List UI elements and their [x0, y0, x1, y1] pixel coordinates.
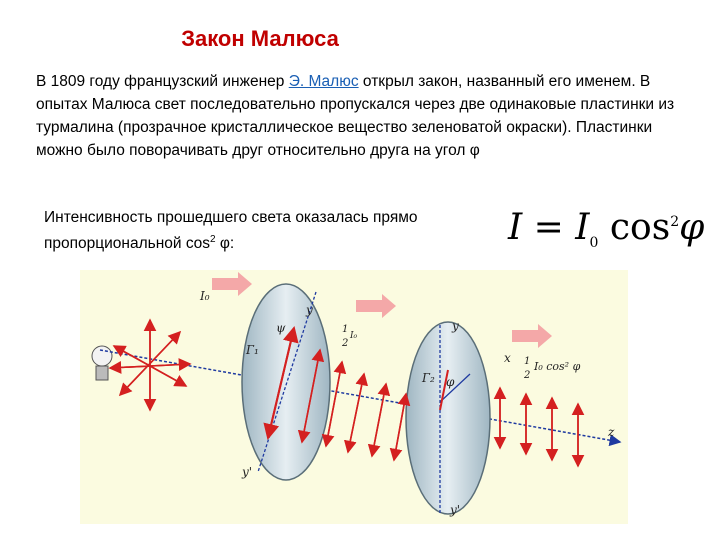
label-two: 2 [342, 338, 349, 349]
label-i0: I₀ [200, 289, 210, 303]
label-p1: Г₁ [246, 343, 259, 357]
polarizer-plate-1 [242, 284, 330, 480]
label-i0-small: I₀ [350, 331, 358, 341]
figure-background [80, 270, 628, 524]
malus-figure [80, 270, 628, 524]
formula-exp: 2 [670, 214, 680, 230]
malus-link[interactable]: Э. Малюс [288, 73, 359, 90]
formula-phi: φ [679, 207, 705, 248]
label-phi: φ [446, 375, 455, 389]
formula-cos: cos [598, 207, 671, 248]
statement-tail: φ: [215, 235, 235, 253]
label-y2: y [452, 319, 459, 333]
label-formula-num: 1 [524, 356, 531, 367]
label-y1-bottom: y' [242, 465, 253, 479]
label-p2: Г₂ [422, 371, 435, 385]
malus-formula [508, 192, 704, 273]
label-psi: ψ [276, 321, 286, 335]
label-formula-den: 2 [524, 370, 531, 381]
statement-main: Интенсивность прошедшего света оказалась прямо пропорциональной cos [44, 209, 418, 253]
label-z: z [608, 425, 615, 439]
label-y1: y [306, 303, 313, 317]
polarizer-plate-2 [406, 322, 490, 514]
label-formula-rest: I₀ cos² φ [534, 360, 581, 373]
statement-text [44, 207, 504, 255]
label-y2-bottom: y' [450, 503, 461, 517]
formula-i0: I [575, 207, 590, 248]
label-half: 1 [342, 324, 349, 335]
statement-exp: 2 [210, 234, 216, 245]
formula-lhs: I [508, 207, 523, 248]
formula-eq: = [522, 207, 576, 248]
formula-i0-sub: 0 [589, 235, 599, 252]
intro-text-start: В 1809 году французский инженер [36, 73, 289, 90]
page-title: Закон Малюса [181, 26, 339, 51]
intro-text-end: открыл закон, названный его именем. В опытах Малюса свет последовательно пропускался через две одинаковые пластинки из турмалина (прозрачное кристаллическое вещество зеленоватой окраски). Пластинки можно было поворачивать друг относительно друга на угол φ [36, 73, 675, 159]
label-x: x [504, 351, 511, 365]
intro-paragraph [36, 70, 696, 162]
